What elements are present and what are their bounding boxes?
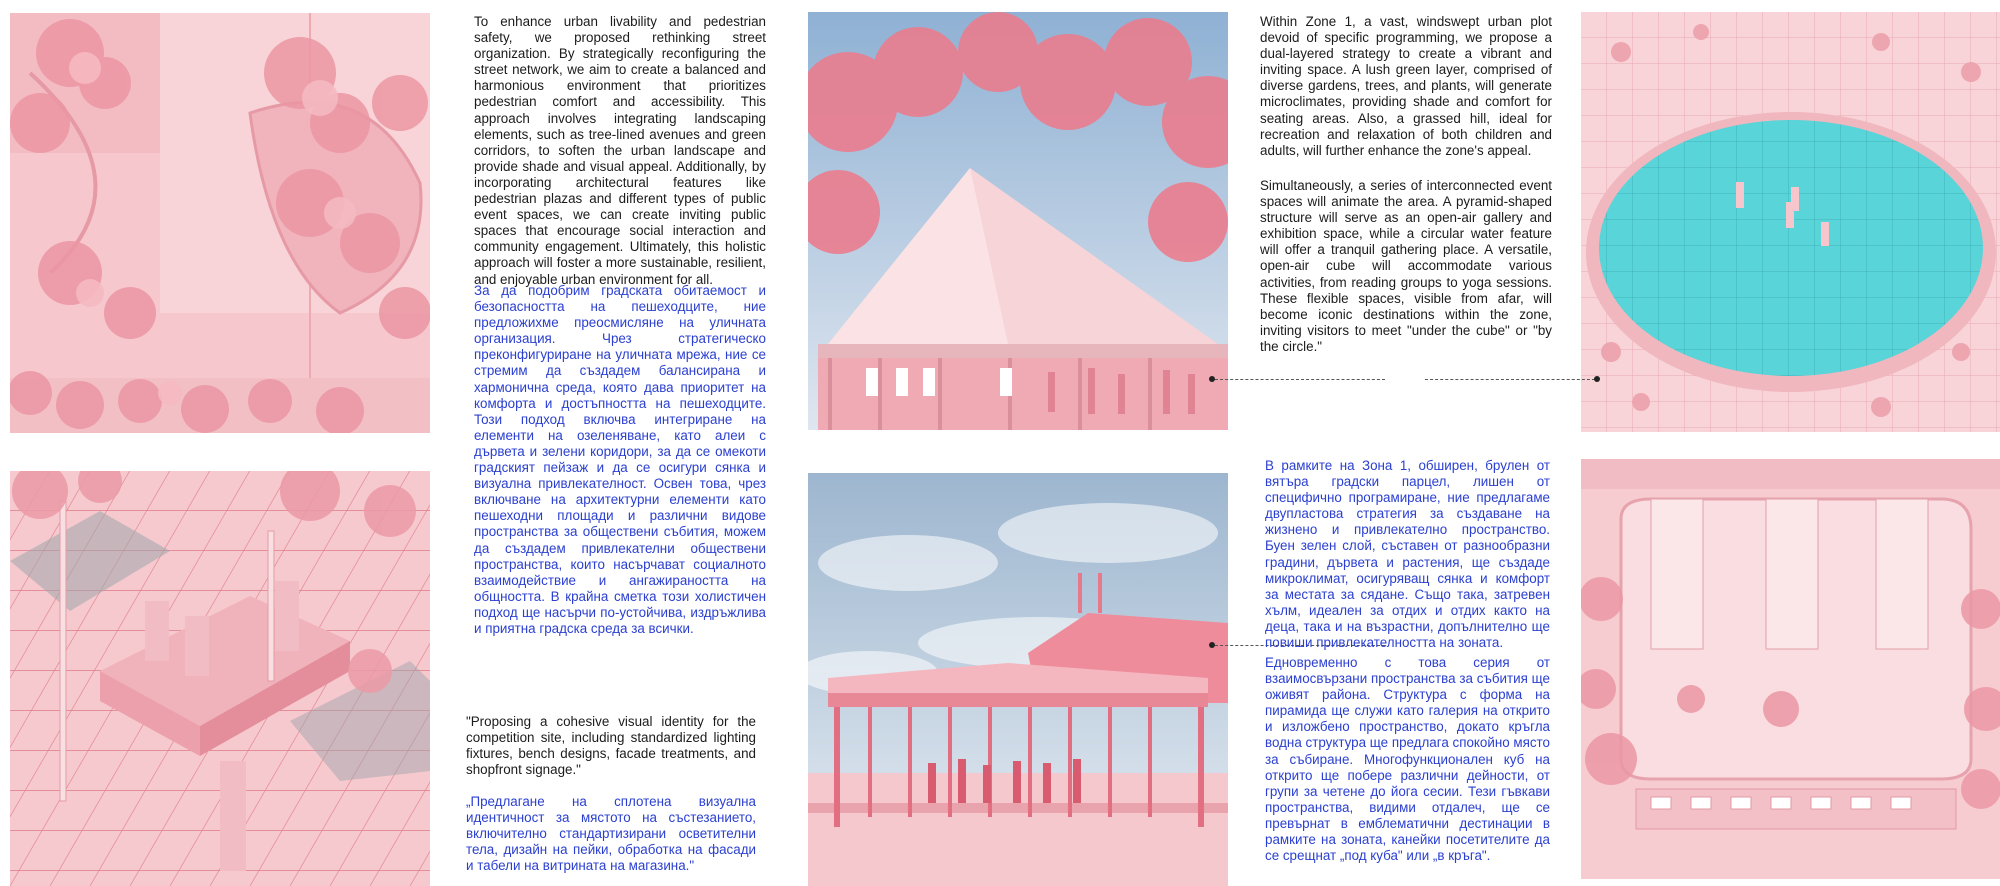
leader-line-pyramid (1215, 379, 1385, 380)
zone-aerial-plan-render (1581, 459, 2000, 879)
zone-description-english-2: Simultaneously, a series of interconnected event spaces will animate the area. A pyramid-shaped structure will serve as an open-air gallery and exhibition space, while a circular water feature will offer a tranquil gathering place. A versatile, open-air cube will accommodate various activities, from reading groups to yoga sessions. These flexible spaces, visible from afar, will become iconic destinations within the zone, inviting visitors to meet "under the cube" or "by the circle." (1260, 178, 1552, 354)
street-description-bulgarian: За да подобрим градската обитаемост и безопасността на пешеходците, ние предложихме преосмисляне на уличната организация. Чрез стратегическо преконфигуриране на уличната мрежа, ние се стремим да създадем балансирана и хармонична среда, която дава приоритет на комфорта и достъпността на пешеходците. Този подход включва интегриране на елементи на озеленяване, като алеи с дървета и зелени коридори, за да се омекоти градският пейзаж и да се осигури сянка и визуална привлекателност. Освен това, чрез включване на архитектурни елементи като пешеходни площади и различни видове пространства за обществени събития, можем да създадем привлекателни обществени пространства, които насърчават социалното взаимодействие и ангажираността на общността. В крайна сметка този холистичен подход ще насърчи по-устойчива, издръжлива и приятна градска среда за всички. (474, 283, 766, 636)
street-aerial-render (10, 13, 430, 433)
visual-identity-bulgarian: „Предлагане на сплотена визуална идентичност за мястото на състезанието, включително стандартизирани осветителни тела, дизайн на пейки, обработка на фасади и табели на витрината на магазина." (466, 794, 756, 874)
zone-description-bulgarian-1: В рамките на Зона 1, обширен, брулен от вятъра градски парцел, лишен от специфично програмиране, ние предлагаме двупластова стратегия за създаване на жизнено и привлекателно пространство. Буен зелен слой, съставен от разнообразни градини, дървета и растения, ще създаде микроклимат, осигуряващ сянка и комфорт за местата за сядане. Също така, затревен хълм, идеален за отдих и отдих както на деца, така и на възрастни, допълнително ще повиши привлекателността на зоната. (1265, 458, 1550, 651)
zone-description-english-1: Within Zone 1, a vast, windswept urban plot devoid of specific programming, we propose a dual-layered strategy to create a vibrant and inviting space. A lush green layer, comprised of diverse gardens, trees, and plants, will generate microclimates, providing shade and comfort for seating areas. Also, a grassed hill, ideal for recreation and relaxation of both children and adults, will further enhance the zone's appeal. (1260, 14, 1552, 158)
zone-description-bulgarian-2: Едновременно с това серия от взаимосвързани пространства за събития ще оживят района. Структура с форма на пирамида ще служи като галерия на открито и изложбено пространство, докато кръгла водна структура ще предлага спокойно място за събиране. Многофункционален куб на открито ще побере различни дейности, от групи за четене до йога сесии. Тези гъвкави пространства, видими отдалеч, ще се превърнат в емблематични дестинации в рамките на зоната, канейки посетителите да се срещнат „под куба" или „в кръга". (1265, 655, 1550, 864)
circular-water-feature-render (1581, 12, 2000, 432)
visual-identity-english: "Proposing a cohesive visual identity for the competition site, including standardized lighting fixtures, bench designs, facade treatments, and shopfront signage." (466, 714, 756, 778)
open-air-cube-pavilion-render (808, 473, 1228, 886)
leader-dot-water (1594, 376, 1600, 382)
leader-line-water (1425, 379, 1595, 380)
pyramid-gallery-render (808, 12, 1228, 430)
street-description-english: To enhance urban livability and pedestrian safety, we proposed rethinking street organization. By strategically reconfiguring the street network, we aim to create a balanced and harmonious environment that prioritizes pedestrian comfort and accessibility. This approach involves integrating landscaping elements, such as tree-lined avenues and green corridors, to soften the urban landscape and provide shade and visual appeal. Additionally, by incorporating architectural features like pedestrian plazas and different types of public event spaces, we can create inviting public spaces that encourage social interaction and community engagement. Ultimately, this holistic approach will foster a more sustainable, resilient, and enjoyable urban environment for all. (474, 14, 766, 287)
benches-lighting-isometric-render (10, 471, 430, 886)
